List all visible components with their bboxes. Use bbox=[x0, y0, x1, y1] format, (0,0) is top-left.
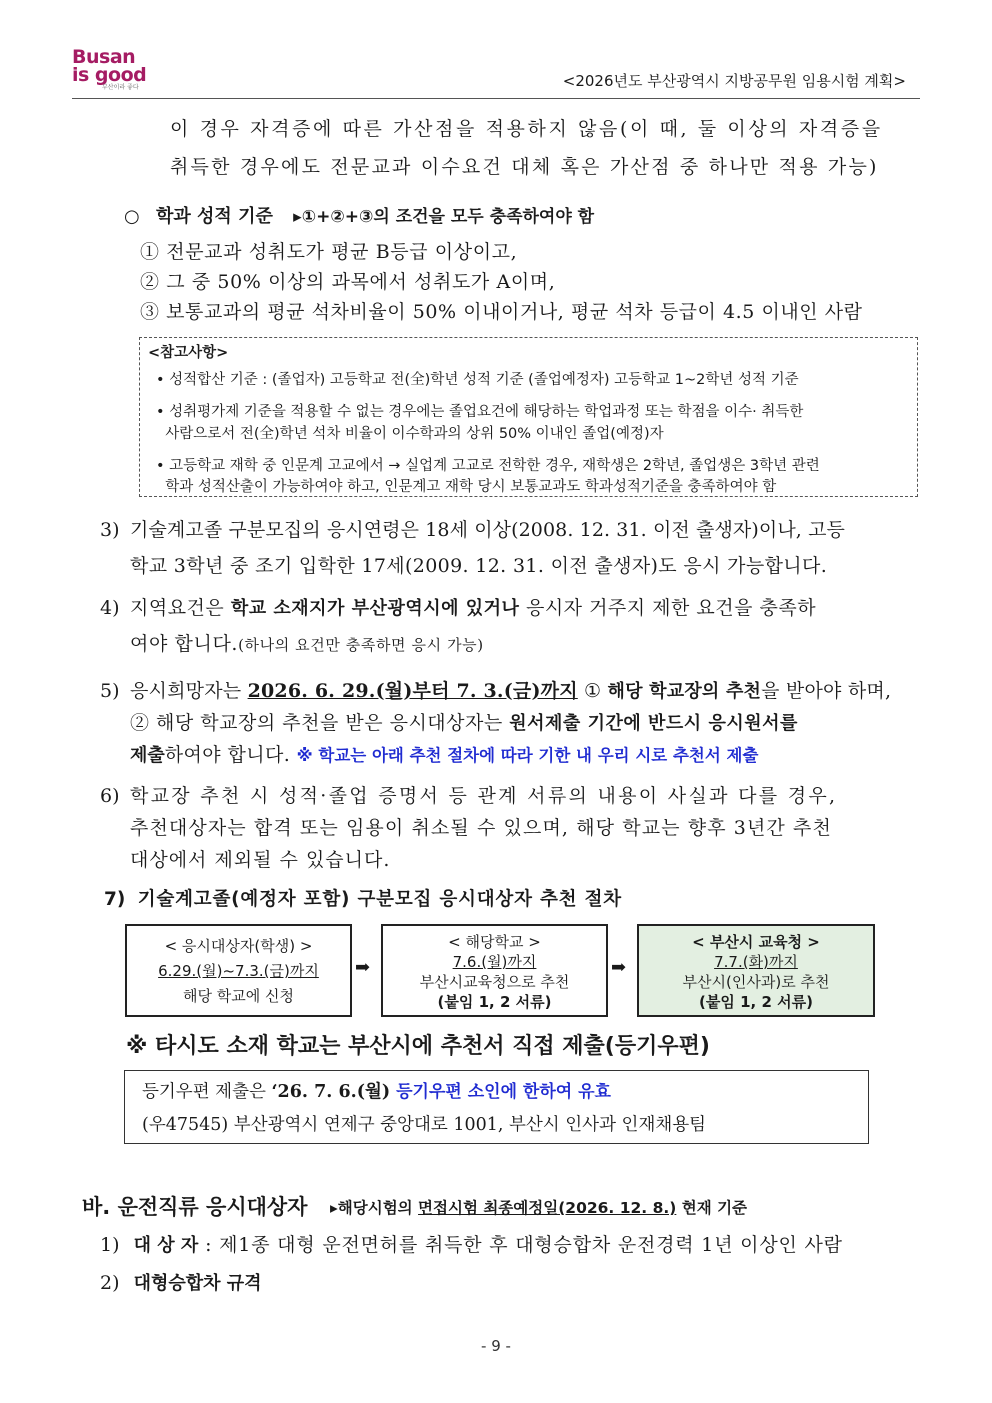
reference-item-2a: • 성취평가제 기준을 적용할 수 없는 경우에는 졸업요건에 해당하는 학업과정 또는 학점을 이수· 취득한 bbox=[156, 404, 804, 420]
section-ba-sub-date: 면접시험 최종예정일(2026. 12. 8.) bbox=[418, 1199, 677, 1217]
logo-tagline: 부산이라 좋다 bbox=[102, 84, 139, 91]
para4-line2-note: (하나의 요건만 충족하면 응시 가능) bbox=[238, 636, 484, 654]
other-region-title: ※ 타시도 소재 학교는 부산시에 추천서 직접 제출(등기우편) bbox=[126, 1034, 710, 1059]
para5-line2-bold: 원서제출 기간에 반드시 응시원서를 bbox=[509, 713, 798, 734]
para4-number: 4) bbox=[100, 597, 120, 619]
para5-line-2 bbox=[130, 711, 798, 736]
para5-line3-bold: 제출 bbox=[130, 745, 165, 766]
intro-line-2: 취득한 경우에도 전문교과 이수요건 대체 혹은 가산점 중 하나만 적용 가능) bbox=[170, 156, 879, 178]
para3-line-1: 기술계고졸 구분모집의 응시연령은 18세 이상(2008. 12. 31. 이전 출생자)이나, 고등 bbox=[130, 519, 845, 541]
reference-item-1: • 성적합산 기준 : (졸업자) 고등학교 전(全)학년 성적 기준 (졸업예정자) 고등학교 1~2학년 성적 기준 bbox=[156, 372, 799, 388]
logo-line2: is good bbox=[72, 64, 147, 86]
criteria-subheading: ▸①+②+③의 조건을 모두 충족하여야 함 bbox=[293, 207, 595, 227]
para7-title: 기술계고졸(예정자 포함) 구분모집 응시대상자 추천 절차 bbox=[137, 889, 622, 910]
section-ba-sub-post: 현재 기준 bbox=[676, 1199, 748, 1217]
criteria-heading: 학과 성적 기준 bbox=[156, 206, 273, 227]
reference-item-2b: 사람으로서 전(全)학년 석차 비율이 이수학과의 상위 50% 이내인 졸업(예정)자 bbox=[156, 426, 664, 442]
flow-step-3-title: < 부산시 교육청 > bbox=[692, 933, 820, 951]
reference-title: <참고사항> bbox=[148, 345, 229, 361]
intro-line-1: 이 경우 자격증에 따른 가산점을 적용하지 않음(이 때, 둘 이상의 자격증을 bbox=[170, 118, 883, 140]
section-ba-item1-number: 1) bbox=[100, 1234, 120, 1256]
para5-bold1: 해당 학교장의 추천 bbox=[607, 681, 762, 702]
para4-bold: 학교 소재지가 부산광역시에 있거나 bbox=[230, 598, 520, 619]
flow-step-2-desc: 부산시교육청으로 추천 bbox=[419, 973, 570, 991]
flow-step-3-note: (붙임 1, 2 서류) bbox=[699, 993, 813, 1011]
document-header-title: <2026년도 부산광역시 지방공무원 임용시험 계획> bbox=[562, 72, 906, 90]
para5-line3-blue: ※ 학교는 아래 추천 절차에 따라 기한 내 우리 시로 추천서 제출 bbox=[296, 746, 759, 765]
page-number: - 9 - bbox=[481, 1337, 511, 1355]
flow-step-2-title: < 해당학교 > bbox=[448, 933, 541, 951]
flow-step-1-desc: 해당 학교에 신청 bbox=[183, 987, 294, 1005]
para5-number: 5) bbox=[100, 680, 120, 702]
flow-step-2-date: 7.6.(월)까지 bbox=[452, 953, 537, 971]
para4-pre: 지역요건은 bbox=[130, 597, 231, 619]
para6-line-1: 학교장 추천 시 성적·졸업 증명서 등 관계 서류의 내용이 사실과 다를 경우, bbox=[130, 785, 838, 807]
para5-pre: 응시희망자는 bbox=[130, 680, 248, 702]
section-ba-item2-label: 대형승합차 규격 bbox=[133, 1273, 262, 1294]
flow-step-school bbox=[381, 924, 608, 1017]
flow-step-1-title: < 응시대상자(학생) > bbox=[164, 937, 313, 955]
para3-line-2: 학교 3학년 중 조기 입학한 17세(2009. 12. 31. 이전 출생자)도 응시 가능합니다. bbox=[130, 555, 828, 577]
flow-step-education-office bbox=[637, 924, 875, 1017]
flow-arrow-1-icon: ➡ bbox=[355, 957, 368, 978]
mail-line1-pre: 등기우편 제출은 bbox=[142, 1082, 272, 1102]
para7-number: 7) bbox=[104, 889, 126, 910]
header-divider bbox=[72, 98, 920, 99]
para6-number: 6) bbox=[100, 785, 120, 807]
mail-line1-blue: 등기우편 소인에 한하여 유효 bbox=[390, 1082, 611, 1102]
para5-date: 2026. 6. 29.(월)부터 7. 3.(금)까지 bbox=[247, 680, 578, 702]
section-ba-title: 바. 운전직류 응시대상자 bbox=[82, 1195, 308, 1219]
criteria-item-1: ① 전문교과 성취도가 평균 B등급 이상이고, bbox=[140, 241, 518, 263]
para6-line-2: 추천대상자는 합격 또는 임용이 취소될 수 있으며, 해당 학교는 향후 3년간 추천 bbox=[130, 817, 832, 839]
criteria-item-3: ③ 보통교과의 평균 석차비율이 50% 이내이거나, 평균 석차 등급이 4.5 이내인 사람 bbox=[140, 301, 863, 323]
para4-line-2 bbox=[130, 632, 484, 657]
para4-post: 응시자 거주지 제한 요건을 충족하 bbox=[519, 597, 817, 619]
flow-step-3-date: 7.7.(화)까지 bbox=[714, 953, 798, 971]
para5-line-1 bbox=[130, 679, 891, 704]
para5-line-3 bbox=[130, 743, 758, 768]
flow-step-3-desc: 부산시(인사과)로 추천 bbox=[682, 973, 830, 991]
section-ba-item1-label: 대 상 자 bbox=[133, 1235, 199, 1256]
criteria-heading-row bbox=[124, 205, 594, 229]
logo-line1: Busan bbox=[72, 46, 136, 68]
section-ba-item-1 bbox=[100, 1233, 843, 1258]
mail-line1-date: ‘26. 7. 6.(월) bbox=[271, 1082, 391, 1102]
section-ba-item-2 bbox=[100, 1271, 262, 1296]
flow-step-1-date: 6.29.(월)~7.3.(금)까지 bbox=[158, 962, 319, 980]
mail-line-1 bbox=[142, 1080, 611, 1104]
section-ba-item1-text: : 제1종 대형 운전면허를 취득한 후 대형승합차 운전경력 1년 이상인 사람 bbox=[198, 1234, 843, 1256]
mail-line-2: (우47545) 부산광역시 연제구 중앙대로 1001, 부산시 인사과 인재채용팀 bbox=[142, 1115, 707, 1135]
para3-number: 3) bbox=[100, 519, 120, 541]
para5-line2-pre: ② 해당 학교장의 추천을 받은 응시대상자는 bbox=[130, 712, 510, 734]
para5-post1: 을 받아야 하며, bbox=[761, 680, 892, 702]
flow-step-student bbox=[125, 924, 352, 1017]
para4-line2-text: 여야 합니다. bbox=[130, 633, 239, 655]
section-ba-sub-pre: ▸해당시험의 bbox=[330, 1199, 419, 1217]
para7-title-row bbox=[104, 888, 622, 912]
reference-item-3a: • 고등학교 재학 중 인문계 고교에서 → 실업계 고교로 전학한 경우, 재학생은 2학년, 졸업생은 3학년 관련 bbox=[156, 458, 820, 474]
para6-line-3: 대상에서 제외될 수 있습니다. bbox=[130, 849, 391, 871]
busan-logo bbox=[72, 48, 146, 92]
flow-arrow-2-icon: ➡ bbox=[611, 957, 624, 978]
flow-step-2-note: (붙임 1, 2 서류) bbox=[437, 993, 552, 1011]
para4-line-1 bbox=[130, 596, 816, 621]
reference-item-3b: 학과 성적산출이 가능하여야 하고, 인문계고 재학 당시 보통교과도 학과성적기준을 충족하여야 함 bbox=[156, 479, 777, 495]
criteria-bullet: ○ bbox=[124, 206, 140, 227]
para5-mid: ① bbox=[577, 680, 608, 702]
criteria-item-2: ② 그 중 50% 이상의 과목에서 성취도가 A이며, bbox=[140, 271, 556, 293]
para5-line3-mid: 하여야 합니다. bbox=[164, 744, 297, 766]
section-ba-item2-number: 2) bbox=[100, 1272, 120, 1294]
section-ba-subtitle bbox=[330, 1197, 747, 1219]
